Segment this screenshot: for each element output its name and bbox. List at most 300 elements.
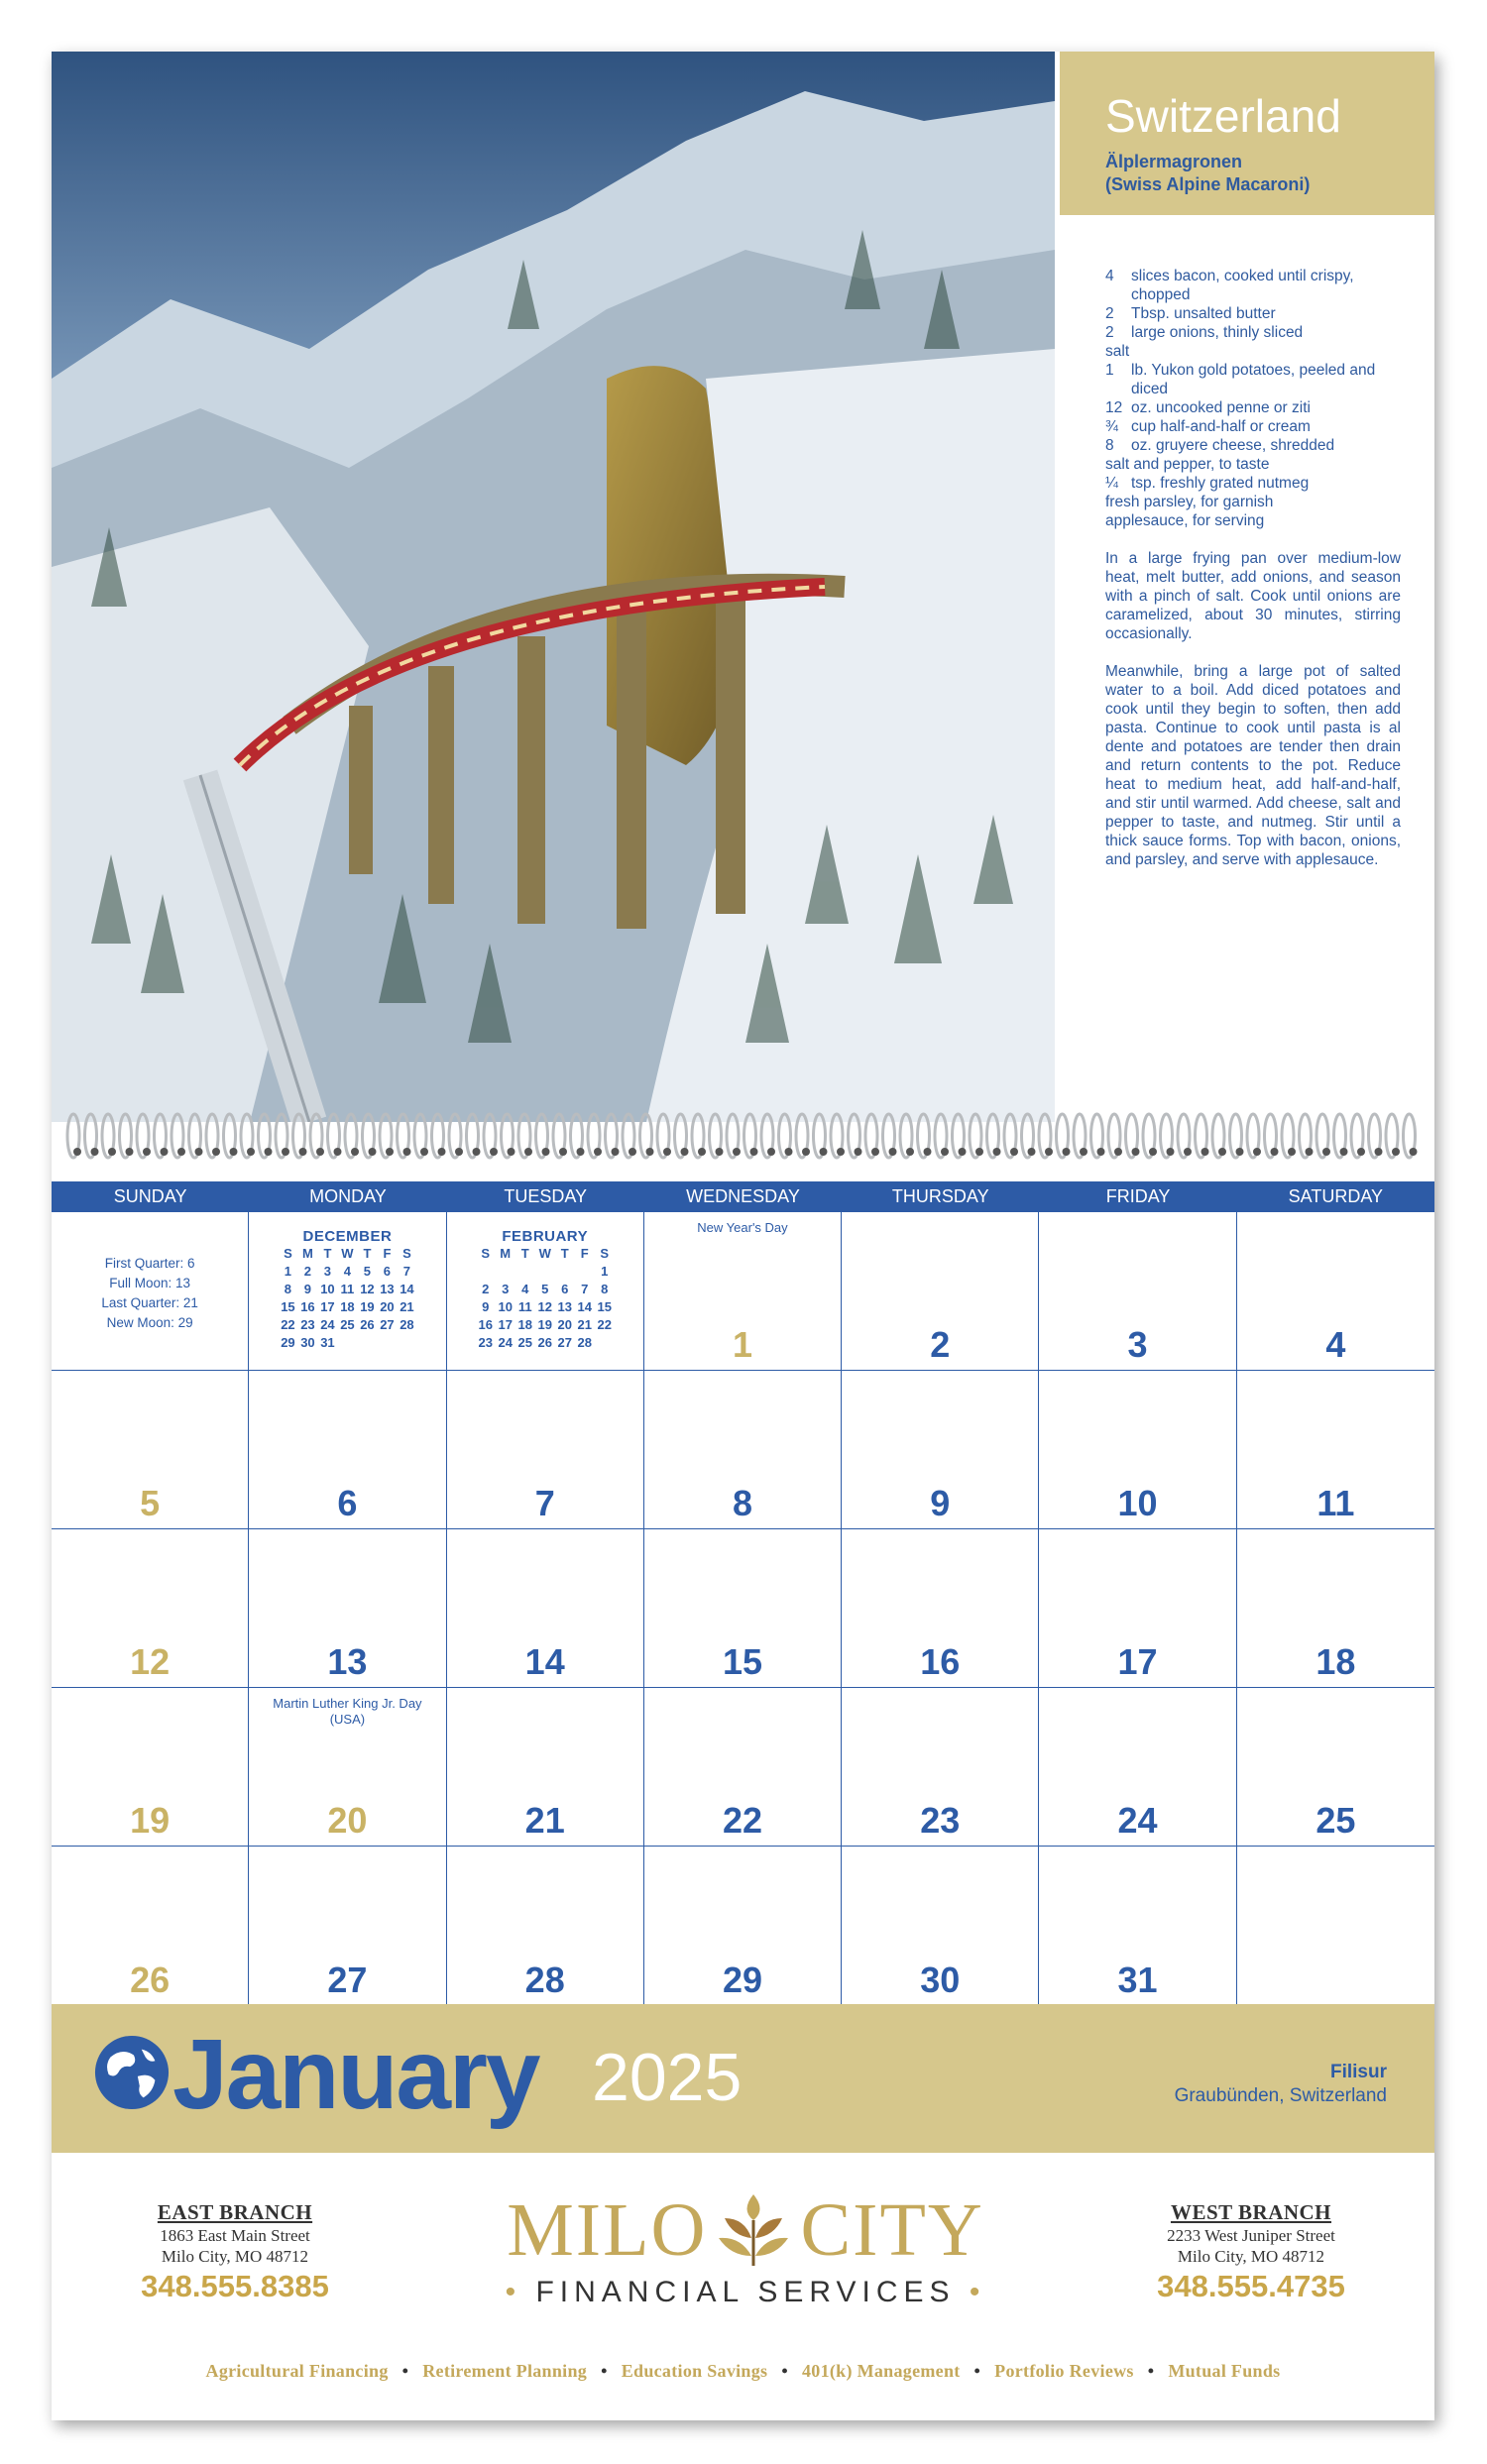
mini-month-day: 13 bbox=[380, 1282, 395, 1296]
day-number: 13 bbox=[327, 1641, 368, 1682]
binding-hole bbox=[871, 1148, 879, 1156]
ingredient-quantity: 2 bbox=[1105, 324, 1114, 341]
empty-cell bbox=[447, 1212, 644, 1371]
next_month bbox=[447, 1228, 643, 1352]
day-cell bbox=[52, 1847, 249, 2005]
mini-month-day: 18 bbox=[517, 1317, 532, 1332]
service-item: Mutual Funds bbox=[1168, 2361, 1281, 2381]
day-cell bbox=[1237, 1212, 1434, 1371]
mini-month-weekday: M bbox=[500, 1246, 512, 1261]
day-cell bbox=[249, 1688, 446, 1847]
mini-month-day: 24 bbox=[320, 1317, 335, 1332]
day-cell bbox=[644, 1688, 842, 1847]
logo-word-milo: MILO bbox=[507, 2188, 708, 2272]
binding-hole bbox=[1218, 1148, 1226, 1156]
day-cell bbox=[1039, 1529, 1236, 1688]
weekday-label: THURSDAY bbox=[891, 1186, 989, 1206]
service-item: Portfolio Reviews bbox=[994, 2361, 1134, 2381]
day-number: 20 bbox=[327, 1800, 368, 1841]
binding-hole bbox=[629, 1148, 636, 1156]
ingredient-text: slices bacon, cooked until crispy, chopped bbox=[1131, 268, 1354, 303]
west-branch bbox=[1117, 2200, 1385, 2304]
day-cell bbox=[842, 1688, 1039, 1847]
binding-hole bbox=[733, 1148, 741, 1156]
binding-hole bbox=[1236, 1148, 1244, 1156]
day-number: 17 bbox=[1117, 1641, 1158, 1682]
ingredient-quantity: ¾ bbox=[1105, 418, 1118, 435]
mini-month-day: 11 bbox=[517, 1299, 532, 1314]
mini-month-day: 22 bbox=[597, 1317, 612, 1332]
day-cell bbox=[1237, 1688, 1434, 1847]
ingredient-item bbox=[1105, 436, 1401, 455]
recipe-body bbox=[1060, 215, 1434, 1122]
service-item: Retirement Planning bbox=[422, 2361, 588, 2381]
mini-month-day: 24 bbox=[498, 1335, 513, 1350]
moon-phase-full-moon: Full Moon: 13 bbox=[109, 1276, 191, 1290]
mini-month-day: 9 bbox=[482, 1299, 490, 1314]
ingredient-item bbox=[1105, 417, 1401, 436]
binding-hole bbox=[1271, 1148, 1279, 1156]
ingredient-text: lb. Yukon gold potatoes, peeled and diced bbox=[1131, 362, 1376, 397]
mini-month-day: 5 bbox=[363, 1264, 372, 1279]
binding-hole bbox=[959, 1148, 967, 1156]
east-branch-city: Milo City, MO 48712 bbox=[161, 2247, 309, 2266]
day-number: 26 bbox=[130, 1960, 171, 2000]
binding-hole bbox=[785, 1148, 793, 1156]
binding-hole bbox=[1306, 1148, 1314, 1156]
mini-month-week bbox=[447, 1334, 643, 1352]
recipe-step-2: Meanwhile, bring a large pot of salted water to a boil. Add diced potatoes and cook until they begin to soften, then add pasta. Continue to cook until pasta is al dente and potatoes are tender then drain and return contents to the pot. Reduce heat to medium heat, add half-and-half, and stir until warmed. Add cheese, salt and pepper to taste, and nutmeg. Stir until a thick sauce forms. Top with bacon, onions, and parsley, and serve with applesauce. bbox=[1105, 663, 1401, 868]
day-number: 23 bbox=[920, 1800, 961, 1841]
year: 2025 bbox=[592, 2040, 743, 2115]
binding-hole bbox=[143, 1148, 151, 1156]
binding-hole bbox=[108, 1148, 116, 1156]
mini-month-day: 7 bbox=[581, 1282, 589, 1296]
calendar-page bbox=[52, 52, 1434, 2420]
binding-hole bbox=[1340, 1148, 1348, 1156]
day-cell bbox=[842, 1529, 1039, 1688]
ingredient-text: oz. uncooked penne or ziti bbox=[1131, 399, 1311, 416]
ingredient-quantity: 8 bbox=[1105, 437, 1114, 454]
day-number: 21 bbox=[524, 1800, 565, 1841]
binding-hole bbox=[1097, 1148, 1105, 1156]
binding-hole bbox=[820, 1148, 828, 1156]
mini-month-day: 4 bbox=[343, 1264, 352, 1279]
binding-hole bbox=[767, 1148, 775, 1156]
recipe-step-1: In a large frying pan over medium-low heat, melt butter, add onions, and season with a pinch of salt. Cook until onions are caramelized, about 30 minutes, stirring occasionally. bbox=[1105, 550, 1401, 642]
ingredient-quantity: 4 bbox=[1105, 268, 1114, 284]
binding-hole bbox=[1184, 1148, 1192, 1156]
mini-month-title: FEBRUARY bbox=[502, 1228, 589, 1245]
mini-month-day: 2 bbox=[482, 1282, 490, 1296]
mini-month-day: 27 bbox=[557, 1335, 572, 1350]
binding-hole bbox=[941, 1148, 949, 1156]
mini-month-week bbox=[447, 1281, 643, 1298]
spiral-binding bbox=[52, 1102, 1434, 1172]
mini-month-day: 31 bbox=[320, 1335, 335, 1350]
mini-month-day: 19 bbox=[360, 1299, 375, 1314]
mini-month-weekdays bbox=[249, 1245, 445, 1263]
mini-month-day: 29 bbox=[281, 1335, 295, 1350]
mini-month-day: 8 bbox=[284, 1282, 292, 1296]
binding-hole bbox=[975, 1148, 983, 1156]
east-branch-street: 1863 East Main Street bbox=[160, 2226, 310, 2245]
day-cell bbox=[842, 1847, 1039, 2005]
mini-month-day: 10 bbox=[498, 1299, 513, 1314]
binding-hole bbox=[91, 1148, 99, 1156]
mini-month-day: 8 bbox=[601, 1282, 609, 1296]
wheat-leaf-icon bbox=[711, 2190, 796, 2270]
ingredient-quantity: ¼ bbox=[1105, 475, 1118, 492]
weekday-label: SUNDAY bbox=[113, 1186, 187, 1206]
ingredient-quantity: 2 bbox=[1105, 305, 1114, 322]
moon-phases bbox=[52, 1254, 248, 1333]
day-cell bbox=[1039, 1371, 1236, 1529]
binding-hole bbox=[1167, 1148, 1175, 1156]
mini-month-weekdays bbox=[447, 1245, 643, 1263]
mini-month-day: 10 bbox=[320, 1282, 335, 1296]
day-number: 15 bbox=[722, 1641, 763, 1682]
binding-hole bbox=[212, 1148, 220, 1156]
day-cell bbox=[644, 1847, 842, 2005]
day-cell bbox=[1039, 1212, 1236, 1371]
mini-month-weekday: F bbox=[580, 1246, 589, 1261]
west-branch-city: Milo City, MO 48712 bbox=[1177, 2247, 1325, 2266]
day-number: 19 bbox=[130, 1800, 171, 1841]
recipe-subtitle bbox=[1105, 151, 1434, 196]
weekday-label: FRIDAY bbox=[1105, 1186, 1171, 1206]
day-number: 9 bbox=[930, 1483, 951, 1523]
logo-tagline: • FINANCIAL SERVICES • bbox=[505, 2276, 986, 2308]
service-separator: • bbox=[781, 2361, 788, 2381]
binding-hole bbox=[1288, 1148, 1296, 1156]
day-number: 11 bbox=[1316, 1483, 1355, 1523]
mini-month-day: 25 bbox=[340, 1317, 355, 1332]
day-cell bbox=[1237, 1371, 1434, 1529]
mini-month-weekday: F bbox=[383, 1246, 392, 1261]
binding-hole bbox=[420, 1148, 428, 1156]
mini-month-day bbox=[377, 1334, 397, 1352]
binding-hole bbox=[1132, 1148, 1140, 1156]
binding-hole bbox=[1375, 1148, 1383, 1156]
ingredient-item bbox=[1105, 398, 1401, 417]
day-number: 6 bbox=[337, 1483, 358, 1523]
mini-month-day: 17 bbox=[320, 1299, 335, 1314]
binding-hole bbox=[542, 1148, 550, 1156]
binding-hole bbox=[612, 1148, 620, 1156]
mini-month-weekday: T bbox=[363, 1246, 372, 1261]
binding-hole bbox=[299, 1148, 307, 1156]
service-item: Education Savings bbox=[621, 2361, 768, 2381]
mini-month-day bbox=[357, 1334, 377, 1352]
binding-hole bbox=[490, 1148, 498, 1156]
mini-month-title: DECEMBER bbox=[302, 1228, 393, 1245]
day-number: 22 bbox=[722, 1800, 763, 1841]
mini-month-day: 26 bbox=[537, 1335, 552, 1350]
photo-location-region: Graubünden, Switzerland bbox=[1174, 2085, 1387, 2106]
photo-location-name: Filisur bbox=[1329, 2062, 1387, 2082]
mini-month-day: 21 bbox=[577, 1317, 592, 1332]
ingredient-text: cup half-and-half or cream bbox=[1131, 418, 1311, 435]
west-branch-title: WEST BRANCH bbox=[1170, 2200, 1332, 2224]
day-number: 18 bbox=[1315, 1641, 1356, 1682]
ingredient-text: Tbsp. unsalted butter bbox=[1131, 305, 1276, 322]
service-separator: • bbox=[973, 2361, 981, 2381]
binding-hole bbox=[924, 1148, 932, 1156]
mini-month-day: 25 bbox=[517, 1335, 532, 1350]
day-number: 10 bbox=[1117, 1483, 1158, 1523]
day-cell bbox=[447, 1688, 644, 1847]
mini-month-day: 16 bbox=[478, 1317, 493, 1332]
service-item: Agricultural Financing bbox=[205, 2361, 389, 2381]
day-cell bbox=[52, 1688, 249, 1847]
day-number: 29 bbox=[722, 1960, 763, 2000]
recipe-name: Älplermagronen bbox=[1105, 152, 1243, 171]
day-cell bbox=[249, 1847, 446, 2005]
binding-hole bbox=[334, 1148, 342, 1156]
recipe-country-title: Switzerland bbox=[1105, 90, 1341, 142]
binding-hole bbox=[1045, 1148, 1053, 1156]
mini-month-day: 6 bbox=[561, 1282, 569, 1296]
mini-month-day: 21 bbox=[400, 1299, 414, 1314]
recipe-name-translation: (Swiss Alpine Macaroni) bbox=[1105, 174, 1311, 194]
mini-month-day bbox=[575, 1263, 595, 1281]
day-cell bbox=[249, 1529, 446, 1688]
ingredient-item: salt and pepper, to taste bbox=[1105, 456, 1270, 473]
binding-hole bbox=[698, 1148, 706, 1156]
binding-hole bbox=[524, 1148, 532, 1156]
mini-month-day bbox=[515, 1263, 535, 1281]
east-branch-title: EAST BRANCH bbox=[157, 2200, 313, 2224]
ingredient-item bbox=[1105, 267, 1401, 304]
ingredient-item: applesauce, for serving bbox=[1105, 512, 1265, 529]
east-branch-phone: 348.555.8385 bbox=[141, 2269, 329, 2303]
ingredient-text: oz. gruyere cheese, shredded bbox=[1131, 437, 1335, 454]
service-separator: • bbox=[401, 2361, 409, 2381]
day-cell bbox=[249, 1371, 446, 1529]
binding-hole bbox=[1322, 1148, 1330, 1156]
day-cell bbox=[447, 1529, 644, 1688]
day-number: 28 bbox=[524, 1960, 565, 2000]
binding-hole bbox=[1149, 1148, 1157, 1156]
binding-hole bbox=[195, 1148, 203, 1156]
mini-month-day: 28 bbox=[577, 1335, 592, 1350]
mini-month-day: 12 bbox=[537, 1299, 552, 1314]
mini-month-day: 17 bbox=[498, 1317, 513, 1332]
binding-hole bbox=[802, 1148, 810, 1156]
binding-hole bbox=[577, 1148, 585, 1156]
mini-month-day: 9 bbox=[303, 1282, 312, 1296]
weekday-label: SATURDAY bbox=[1288, 1186, 1383, 1206]
day-cell bbox=[644, 1529, 842, 1688]
day-cell bbox=[1237, 1529, 1434, 1688]
binding-hole bbox=[1063, 1148, 1071, 1156]
service-separator: • bbox=[1147, 2361, 1155, 2381]
mini-month-week bbox=[249, 1281, 445, 1298]
day-number: 1 bbox=[732, 1324, 752, 1365]
day-number: 3 bbox=[1127, 1324, 1148, 1365]
binding-hole bbox=[1410, 1148, 1418, 1156]
ingredient-text: large onions, thinly sliced bbox=[1131, 324, 1304, 341]
mini-month-weekday: W bbox=[538, 1246, 551, 1261]
mini-month-weekday: S bbox=[402, 1246, 411, 1261]
empty-cell bbox=[1237, 1847, 1434, 2005]
binding-hole bbox=[282, 1148, 289, 1156]
day-number: 27 bbox=[327, 1960, 368, 2000]
ingredient-quantity: 1 bbox=[1105, 362, 1114, 379]
mini-month-weekday: M bbox=[302, 1246, 313, 1261]
binding-hole bbox=[230, 1148, 238, 1156]
month-name: January bbox=[172, 2019, 539, 2130]
day-cell bbox=[52, 1529, 249, 1688]
binding-hole bbox=[1114, 1148, 1122, 1156]
ingredient-item: salt bbox=[1105, 343, 1130, 360]
mini-month-week bbox=[249, 1298, 445, 1316]
binding-hole bbox=[177, 1148, 185, 1156]
day-number: 8 bbox=[732, 1483, 752, 1523]
binding-hole bbox=[889, 1148, 897, 1156]
month-banner bbox=[52, 2004, 1434, 2153]
mini-month-weekday: W bbox=[341, 1246, 354, 1261]
mini-month-day bbox=[476, 1263, 496, 1281]
east-branch bbox=[101, 2200, 369, 2304]
binding-hole bbox=[351, 1148, 359, 1156]
services-list bbox=[52, 2361, 1434, 2382]
day-cell bbox=[52, 1371, 249, 1529]
day-cell bbox=[842, 1371, 1039, 1529]
binding-hole bbox=[403, 1148, 411, 1156]
weekday-label: MONDAY bbox=[309, 1186, 387, 1206]
moon-phase-first-quarter: First Quarter: 6 bbox=[104, 1256, 195, 1271]
binding-hole bbox=[716, 1148, 724, 1156]
mini-month-day: 20 bbox=[380, 1299, 395, 1314]
service-separator: • bbox=[601, 2361, 608, 2381]
mini-month-week bbox=[447, 1316, 643, 1334]
day-number: 4 bbox=[1325, 1324, 1346, 1365]
mini-month-day: 28 bbox=[400, 1317, 414, 1332]
mini-month-day: 13 bbox=[557, 1299, 572, 1314]
ingredient-quantity: 12 bbox=[1105, 399, 1123, 416]
company-logo bbox=[418, 2188, 1073, 2337]
mini-month-day: 2 bbox=[303, 1264, 312, 1279]
moon-phase-last-quarter: Last Quarter: 21 bbox=[101, 1295, 198, 1310]
mini-month-day: 1 bbox=[601, 1264, 609, 1279]
mini-month-day: 14 bbox=[577, 1299, 592, 1314]
mini-month-day: 15 bbox=[597, 1299, 612, 1314]
ingredient-text: tsp. freshly grated nutmeg bbox=[1131, 475, 1310, 492]
mini-month-day: 23 bbox=[300, 1317, 315, 1332]
globe-icon bbox=[93, 2034, 171, 2111]
day-number: 31 bbox=[1117, 1960, 1158, 2000]
binding-hole bbox=[993, 1148, 1001, 1156]
binding-hole bbox=[438, 1148, 446, 1156]
binding-hole bbox=[837, 1148, 845, 1156]
moon-phase-new-moon: New Moon: 29 bbox=[106, 1315, 193, 1330]
mini-month-day: 5 bbox=[541, 1282, 549, 1296]
binding-hole bbox=[1357, 1148, 1365, 1156]
landscape-photo bbox=[52, 52, 1055, 1122]
day-cell bbox=[447, 1371, 644, 1529]
weekday-header bbox=[52, 1181, 1434, 1211]
ingredient-item bbox=[1105, 474, 1401, 493]
west-branch-street: 2233 West Juniper Street bbox=[1167, 2226, 1335, 2245]
mini-month-day: 22 bbox=[281, 1317, 295, 1332]
mini-month-weekday: T bbox=[560, 1246, 569, 1261]
empty-cell bbox=[52, 1212, 249, 1371]
day-number: 2 bbox=[930, 1324, 951, 1365]
recipe-header bbox=[1060, 52, 1434, 215]
binding-hole bbox=[681, 1148, 689, 1156]
mini-month-day: 27 bbox=[380, 1317, 395, 1332]
mini-month-day: 3 bbox=[323, 1264, 332, 1279]
mini-month-day: 30 bbox=[300, 1335, 315, 1350]
day-number: 16 bbox=[920, 1641, 961, 1682]
mini-month-day bbox=[496, 1263, 515, 1281]
mini-month-weekday: T bbox=[520, 1246, 529, 1261]
ingredient-item bbox=[1105, 304, 1401, 323]
binding-hole bbox=[1392, 1148, 1400, 1156]
mini-month-week bbox=[447, 1263, 643, 1281]
month-calendar bbox=[52, 1181, 1434, 2004]
day-number: 30 bbox=[920, 1960, 961, 2000]
binding-hole bbox=[663, 1148, 671, 1156]
ingredient-list bbox=[1105, 267, 1401, 530]
day-cell bbox=[644, 1371, 842, 1529]
advertiser-footer bbox=[52, 2153, 1434, 2420]
ingredient-item: fresh parsley, for garnish bbox=[1105, 494, 1274, 510]
mini-month-day bbox=[397, 1334, 416, 1352]
holiday-label: New Year's Day bbox=[697, 1220, 788, 1235]
binding-hole bbox=[559, 1148, 567, 1156]
binding-hole bbox=[265, 1148, 273, 1156]
binding-hole bbox=[1010, 1148, 1018, 1156]
binding-hole bbox=[455, 1148, 463, 1156]
holiday-label: Martin Luther King Jr. Day (USA) bbox=[273, 1696, 422, 1727]
mini-month-day: 19 bbox=[537, 1317, 552, 1332]
mini-month-day: 15 bbox=[281, 1299, 295, 1314]
west-branch-phone: 348.555.4735 bbox=[1157, 2269, 1345, 2303]
day-number: 7 bbox=[534, 1483, 555, 1523]
mini-month-week bbox=[249, 1316, 445, 1334]
day-number: 14 bbox=[524, 1641, 565, 1682]
day-cell bbox=[1039, 1847, 1236, 2005]
mini-month-weekday: T bbox=[323, 1246, 332, 1261]
day-number: 25 bbox=[1315, 1800, 1356, 1841]
mini-month-day: 16 bbox=[300, 1299, 315, 1314]
binding-hole bbox=[750, 1148, 758, 1156]
binding-hole bbox=[1080, 1148, 1087, 1156]
binding-hole bbox=[386, 1148, 394, 1156]
weekday-label: WEDNESDAY bbox=[686, 1186, 800, 1206]
binding-hole bbox=[1253, 1148, 1261, 1156]
binding-hole bbox=[161, 1148, 169, 1156]
mini-month-weekday: S bbox=[284, 1246, 292, 1261]
binding-hole bbox=[508, 1148, 515, 1156]
mini-month-day bbox=[555, 1263, 575, 1281]
binding-hole bbox=[247, 1148, 255, 1156]
day-cell bbox=[1039, 1688, 1236, 1847]
binding-hole bbox=[646, 1148, 654, 1156]
mini-month-day: 11 bbox=[340, 1282, 355, 1296]
prev_month bbox=[249, 1228, 445, 1352]
binding-hole bbox=[855, 1148, 862, 1156]
day-number: 12 bbox=[130, 1641, 171, 1682]
logo-tagline-text: FINANCIAL SERVICES bbox=[535, 2276, 956, 2308]
day-number: 24 bbox=[1117, 1800, 1158, 1841]
mini-month-day: 18 bbox=[340, 1299, 355, 1314]
mini-month-day bbox=[595, 1334, 615, 1352]
day-cell bbox=[447, 1847, 644, 2005]
